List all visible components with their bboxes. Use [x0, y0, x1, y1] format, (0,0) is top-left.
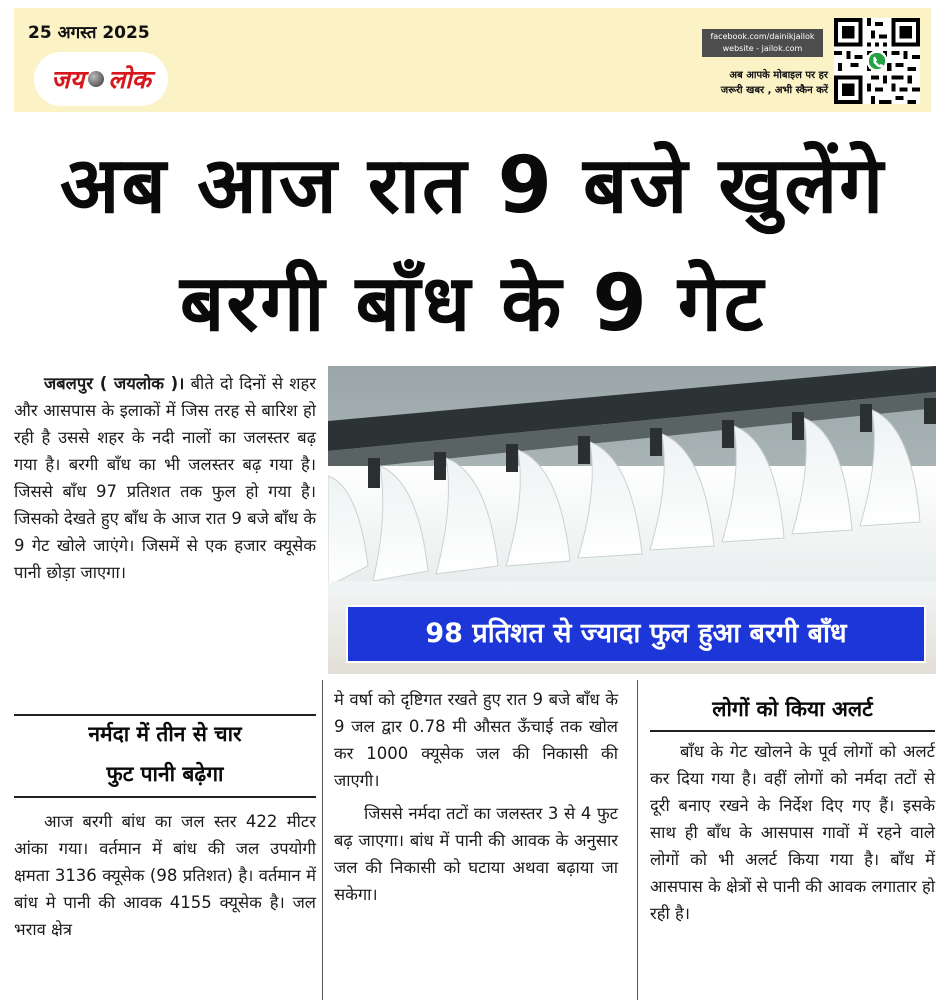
logo-text-left: जय [51, 65, 85, 94]
article-column-2 [334, 686, 618, 908]
headline-line1: अब आज रात 9 बजे खुलेंगे [59, 141, 886, 231]
web-links-box [702, 29, 823, 57]
scan-prompt-line2: जरूरी खबर , अभी स्कैन करें [720, 85, 828, 96]
facebook-link[interactable]: facebook.com/dainikjailok [710, 32, 815, 41]
subhead-rule-top [14, 714, 316, 716]
article-column-3 [650, 738, 935, 927]
body-paragraph-2b: जिससे नर्मदा तटों का जलस्तर 3 से 4 फुट बढ़ जाएगा। बांध में पानी की आवक के अनुसार जल की निकासी को घटाया अथवा बढ़ाया जा सकेगा। [334, 804, 618, 904]
lead-paragraph-text: बीते दो दिनों से शहर और आसपास के इलाकों में जिस तरह से बारिश हो रही है उससे शहर के नदी नालों का जलस्तर बढ़ गया है। बरगी बाँध का भी जलस्तर बढ़ गया है। जिससे बाँध 97 प्रतिशत तक फुल हो गया है। जिसको देखते हुए बाँध के आज रात 9 बजे बाँध के 9 गेट खोले जाएंगे। जिसमें से एक हजार क्यूसेक पानी छोड़ा जाएगा। [14, 374, 316, 582]
qr-code-icon[interactable] [834, 18, 920, 104]
alert-subhead: लोगों को किया अलर्ट [712, 697, 873, 721]
subhead-line2: फुट पानी बढ़ेगा [106, 762, 224, 786]
body-paragraph-3: बाँध के गेट खोलने के पूर्व लोगों को अलर्ट कर दिया गया है। वहीं लोगों को नर्मदा तटों से दूरी बनाए रखने के निर्देश दिए गए हैं। इसके साथ ही बाँध के आसपास गावों में रहने वाले लोगों को भी अलर्ट किया गया है। बाँध में आसपास के क्षेत्रों से पानी की आवक लगातार हो रही है। [650, 742, 935, 923]
subhead-rule-bottom [14, 796, 316, 798]
newspaper-logo[interactable] [34, 52, 168, 106]
lead-paragraph [14, 370, 316, 586]
headline-line2: बरगी बाँध के 9 गेट [179, 259, 766, 349]
column-divider-1 [322, 680, 323, 1000]
scan-prompt-line1: अब आपके मोबाइल पर हर [729, 70, 828, 81]
body-paragraph-2a: मे वर्षा को दृष्टिगत रखते हुए रात 9 बजे बाँध के 9 जल द्वार 0.78 मी औसत ऊँचाई तक खोल कर 1000 क्यूसेक जल की निकासी की जाएगी। [334, 690, 618, 790]
website-link[interactable]: website - jailok.com [722, 44, 803, 53]
globe-icon [88, 71, 104, 87]
body-paragraph: आज बरगी बांध का जल स्तर 422 मीटर आंका गया। वर्तमान में बांध की जल उपयोगी क्षमता 3136 क्यूसेक (98 प्रतिशत) है। वर्तमान में बांध मे पानी की आवक 4155 क्यूसेक है। जल भराव क्षेत्र [14, 812, 316, 939]
article-column-1 [14, 370, 316, 586]
scan-prompt [694, 68, 828, 98]
alert-rule [650, 730, 935, 732]
article-column-1-continued [14, 808, 316, 943]
subhead-line1: नर्मदा में तीन से चार [88, 722, 242, 746]
dateline: जबलपुर ( जयलोक )। [44, 374, 185, 393]
column-divider-2 [637, 680, 638, 1000]
issue-date: 25 अगस्त 2025 [28, 23, 150, 43]
logo-text-right: लोक [108, 65, 151, 94]
photo-caption: 98 प्रतिशत से ज्यादा फुल हुआ बरगी बाँध [346, 605, 926, 663]
